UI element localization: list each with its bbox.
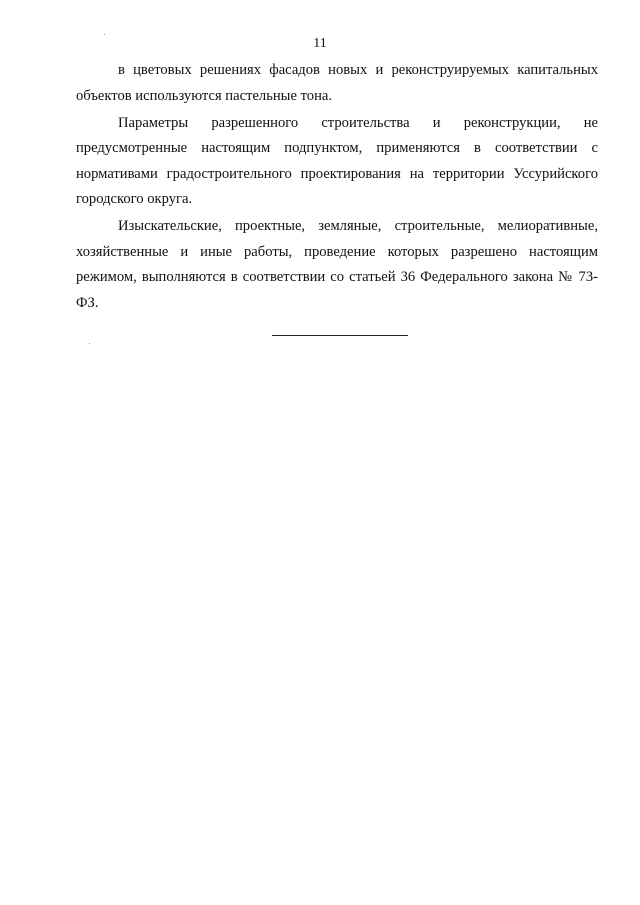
paragraph-facade-colors: в цветовых решениях фасадов новых и реконструируемых капитальных объектов используются пастельные тона. xyxy=(76,62,598,104)
scan-speck xyxy=(89,343,90,344)
document-body xyxy=(76,58,598,318)
closing-divider-line xyxy=(272,335,408,336)
paragraph-construction-parameters: Параметры разрешенного строительства и реконструкции, не предусмотренные настоящим подпунктом, применяются в соответствии с нормативами градостроительного проектирования на территории Уссурийского городского округа. xyxy=(76,114,598,207)
paragraph-works-regulation: Изыскательские, проектные, земляные, строительные, мелиоративные, хозяйственные и иные работы, проведение которых разрешено настоящим режимом, выполняются в соответствии со статьей 36 Федерального закона № 73-ФЗ. xyxy=(76,218,598,311)
page-number: 11 xyxy=(313,36,327,51)
scan-speck xyxy=(104,34,105,35)
